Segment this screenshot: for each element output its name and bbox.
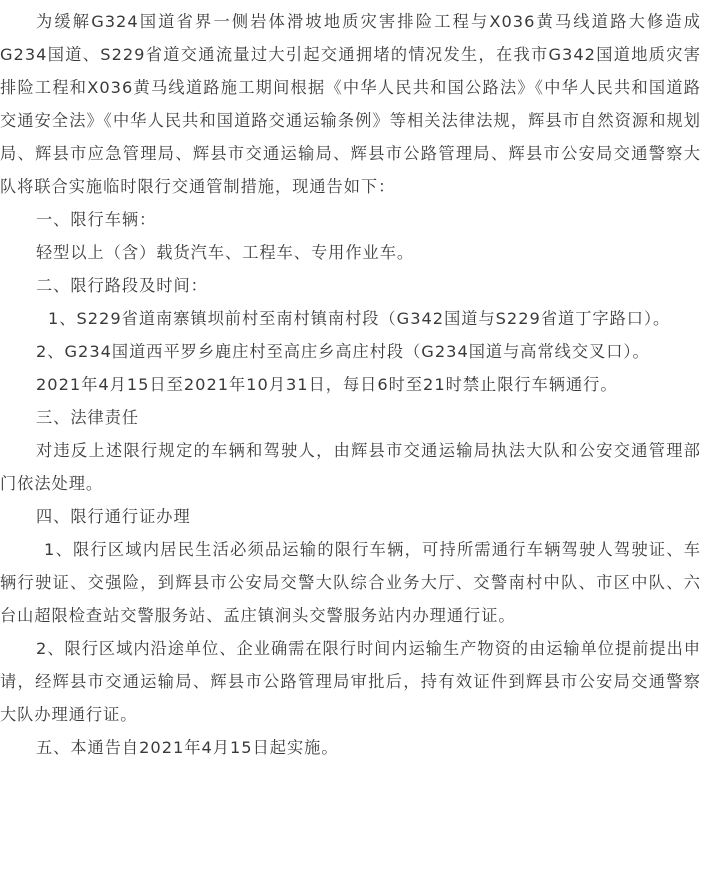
section2-item2: 2、G234国道西平罗乡鹿庄村至高庄乡高庄村段（G234国道与高常线交叉口）。	[36, 342, 650, 361]
section4-item2: 2、限行区域内沿途单位、企业确需在限行时间内运输生产物资的由运输单位提前提出申请，经辉县市交通运输局、辉县市公路管理局审批后，持有效证件到辉县市公安局交通警察大队办理通行证。	[0, 639, 701, 724]
section2-time: 2021年4月15日至2021年10月31日，每日6时至21时禁止限行车辆通行。	[36, 375, 618, 394]
section4-title: 四、限行通行证办理	[36, 507, 191, 526]
section1-title: 一、限行车辆：	[36, 210, 157, 229]
section3-body: 对违反上述限行规定的车辆和驾驶人，由辉县市交通运输局执法大队和公安交通管理部门依法处理。	[0, 441, 701, 493]
section4-item1: 1、限行区域内居民生活必须品运输的限行车辆，可持所需通行车辆驾驶人驾驶证、车辆行驶证、交强险，到辉县市公安局交警大队综合业务大厅、交警南村中队、市区中队、六台山超限检查站交警服务站、孟庄镇涧头交警服务站内办理通行证。	[0, 540, 701, 625]
section2-title: 二、限行路段及时间：	[36, 276, 208, 295]
section3-title: 三、法律责任	[36, 408, 140, 427]
section1-body: 轻型以上（含）载货汽车、工程车、专用作业车。	[36, 243, 415, 262]
section2-item1: 1、S229省道南寨镇坝前村至南村镇南村段（G342国道与S229省道丁字路口）。	[48, 309, 671, 328]
section5-effective: 五、本通告自2021年4月15日起实施。	[36, 738, 339, 757]
intro-paragraph: 为缓解G324国道省界一侧岩体滑坡地质灾害排险工程与X036黄马线道路大修造成G234国道、S229省道交通流量过大引起交通拥堵的情况发生，在我市G342国道地质灾害排险工程和X036黄马线道路施工期间根据《中华人民共和国公路法》《中华人民共和国道路交通安全法》《中华人民共和国道路交通运输条例》等相关法律法规，辉县市自然资源和规划局、辉县市应急管理局、辉县市交通运输局、辉县市公路管理局、辉县市公安局交通警察大队将联合实施临时限行交通管制措施，现通告如下：	[0, 12, 701, 196]
